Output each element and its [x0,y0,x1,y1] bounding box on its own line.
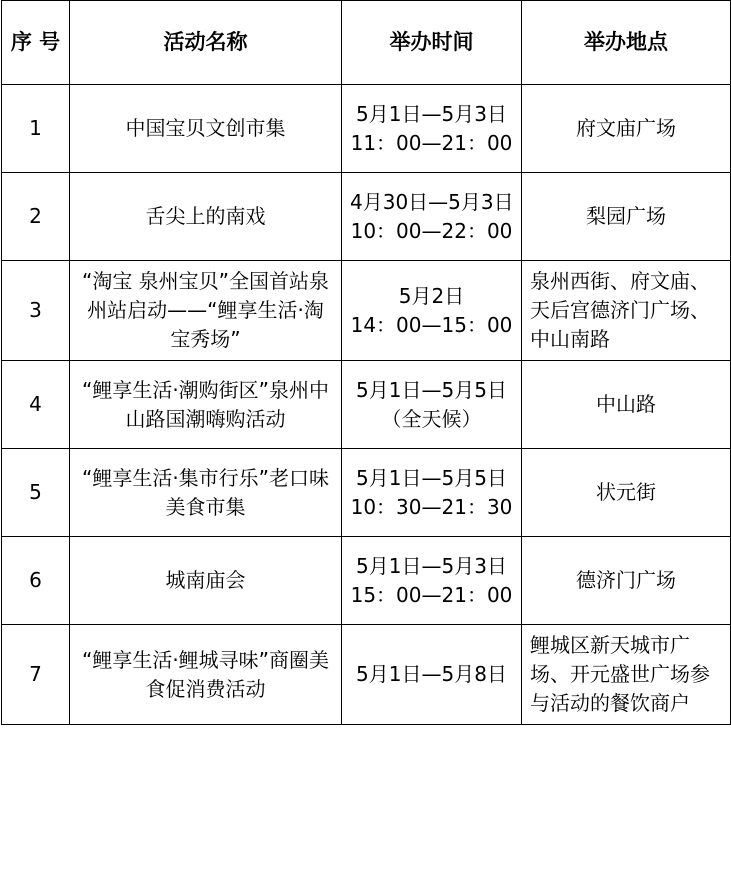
table-body [2,85,731,725]
cell-activity-time [342,261,522,361]
cell-activity-time [342,625,522,725]
cell-activity-name: “淘宝 泉州宝贝”全国首站泉州站启动——“鲤享生活·淘宝秀场” [70,261,342,361]
cell-activity-place: 鲤城区新天城市广场、开元盛世广场参与活动的餐饮商户 [522,625,731,725]
column-header-place: 举办地点 [522,1,731,85]
cell-activity-name: 中国宝贝文创市集 [70,85,342,173]
cell-activity-place: 泉州西街、府文庙、天后宫德济门广场、中山南路 [522,261,731,361]
cell-activity-name: 舌尖上的南戏 [70,173,342,261]
time-line: 10：30—21：30 [350,494,513,519]
time-line: 5月1日—5月3日 [356,101,507,126]
time-line: 5月1日—5月5日 [356,377,507,402]
cell-index: 5 [2,449,70,537]
cell-activity-time [342,537,522,625]
cell-activity-place: 中山路 [522,361,731,449]
cell-index: 7 [2,625,70,725]
time-line: 5月1日—5月3日 [356,553,507,578]
column-header-time: 举办时间 [342,1,522,85]
cell-activity-name: 城南庙会 [70,537,342,625]
cell-activity-place: 梨园广场 [522,173,731,261]
table-row [2,625,731,725]
time-line: 15：00—21：00 [350,582,513,607]
table-row [2,449,731,537]
cell-index: 2 [2,173,70,261]
time-line: 10：00—22：00 [350,218,513,243]
cell-index: 3 [2,261,70,361]
time-line: 11：00—21：00 [350,130,513,155]
column-header-name: 活动名称 [70,1,342,85]
cell-activity-name: “鲤享生活·集市行乐”老口味美食市集 [70,449,342,537]
column-header-index: 序 号 [2,1,70,85]
cell-index: 1 [2,85,70,173]
cell-activity-time [342,85,522,173]
cell-activity-name: “鲤享生活·潮购街区”泉州中山路国潮嗨购活动 [70,361,342,449]
cell-activity-place: 德济门广场 [522,537,731,625]
time-line: （全天候） [381,406,482,431]
table-row [2,537,731,625]
cell-activity-time [342,361,522,449]
cell-activity-name: “鲤享生活·鲤城寻味”商圈美食促消费活动 [70,625,342,725]
table-row [2,361,731,449]
cell-activity-time [342,173,522,261]
cell-index: 6 [2,537,70,625]
time-line: 5月1日—5月8日 [356,662,507,686]
table-header-row [2,1,731,85]
table-row [2,85,731,173]
cell-activity-time [342,449,522,537]
table-row [2,261,731,361]
time-line: 5月2日 [398,283,465,308]
time-line: 5月1日—5月5日 [356,465,507,490]
table-row [2,173,731,261]
time-line: 14：00—15：00 [350,312,513,337]
cell-activity-place: 府文庙广场 [522,85,731,173]
cell-index: 4 [2,361,70,449]
time-line: 4月30日—5月3日 [350,189,514,214]
cell-activity-place: 状元街 [522,449,731,537]
activity-schedule-table [1,0,731,725]
table-header [2,1,731,85]
